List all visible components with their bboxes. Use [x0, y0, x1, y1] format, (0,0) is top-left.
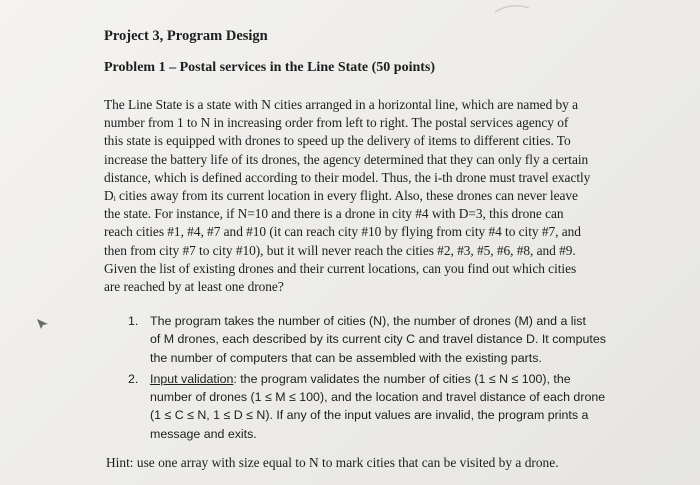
requirement-number: 1. [128, 314, 139, 328]
requirement-line-text: : the program validates the number of cities (1 ≤ N ≤ 100), the [233, 371, 571, 386]
mouse-cursor-icon [36, 318, 50, 330]
description-line: increase the battery life of its drones, the agency determined that they can only fly a certain [104, 151, 589, 167]
requirement-number: 2. [128, 371, 139, 386]
problem-description [104, 96, 620, 296]
requirement-line: of M drones, each described by its current city C and travel distance D. It computes [150, 332, 606, 347]
document-title: Project 3, Program Design [104, 28, 268, 44]
problem-heading: Problem 1 – Postal services in the Line State (50 points) [104, 60, 436, 75]
requirement-line [150, 370, 628, 388]
description-line: reach cities #1, #4, #7 and #10 (it can reach city #10 by flying from city #4 to city #7, and [104, 224, 581, 240]
description-line: this state is equipped with drones to speed up the delivery of items to different cities. To [104, 133, 571, 149]
requirement-line: (1 ≤ C ≤ N, 1 ≤ D ≤ N). If any of the input values are invalid, the program prints a [150, 408, 589, 423]
input-validation-label: Input validation [150, 371, 234, 386]
requirement-item [128, 370, 628, 443]
description-line: Given the list of existing drones and their current locations, can you find out which cities [104, 260, 577, 276]
description-line: distance, which is defined according to their model. Thus, the i-th drone must travel exactly [104, 169, 591, 185]
description-line: the state. For instance, if N=10 and there is a drone in city #4 with D=3, this drone can [104, 206, 564, 222]
description-line: number from 1 to N in increasing order from left to right. The postal services agency of [104, 115, 569, 131]
requirement-line: number of drones (1 ≤ M ≤ 100), and the location and travel distance of each drone [150, 390, 606, 405]
page-fold-mark [493, 0, 533, 14]
description-line: are reached by at least one drone? [104, 279, 284, 295]
description-line: Dᵢ cities away from its current location in every flight. Also, these drones can never leave [104, 188, 578, 204]
hint-text: Hint: use one array with size equal to N to mark cities that can be visited by a drone. [106, 455, 559, 470]
requirement-line: the number of computers that can be assembled with the existing parts. [150, 350, 542, 365]
requirement-line: message and exits. [150, 426, 257, 441]
requirements-list [128, 312, 628, 443]
requirement-line: The program takes the number of cities (N), the number of drones (M) and a list [150, 314, 586, 328]
requirement-item [128, 312, 628, 367]
description-line: then from city #7 to city #10), but it will never reach the cities #2, #3, #5, #6, #8, and #9. [104, 242, 576, 258]
description-line: The Line State is a state with N cities arranged in a horizontal line, which are named by a [104, 97, 578, 112]
